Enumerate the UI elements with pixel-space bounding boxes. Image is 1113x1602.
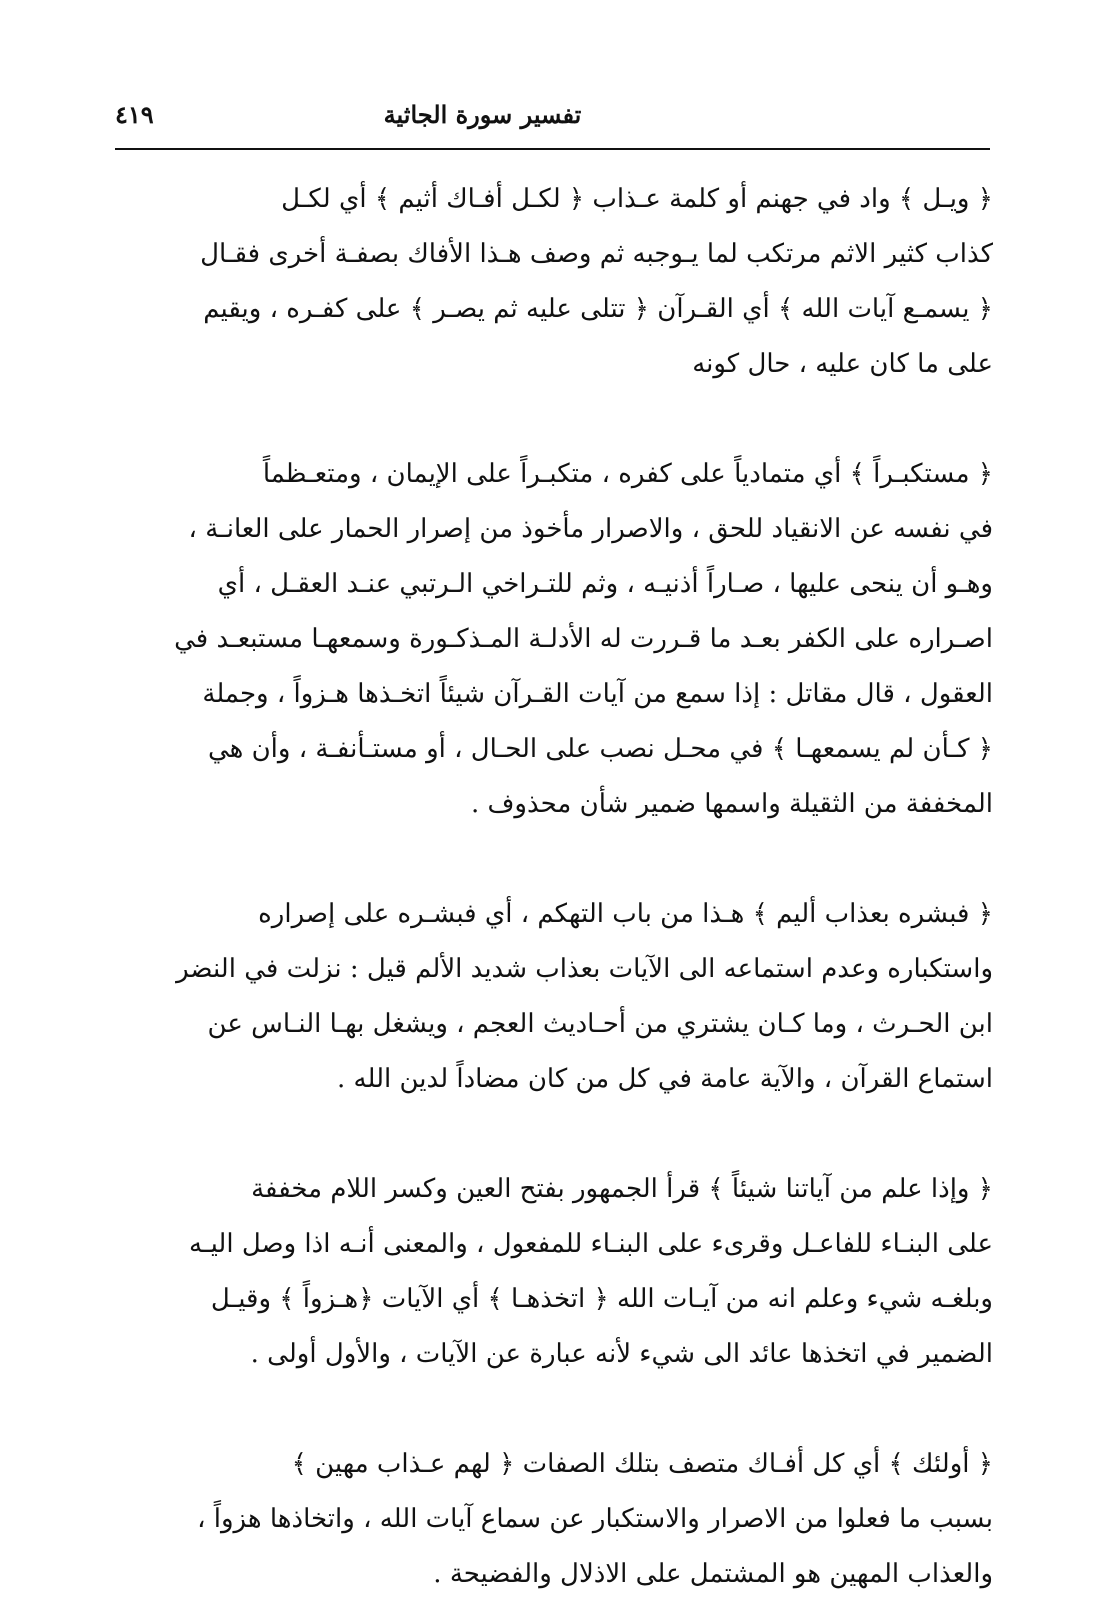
text-line: ابن الحـرث ، وما كـان يشتري من أحـاديث العجم ، ويشغل بهـا النـاس عن (207, 1009, 993, 1039)
paragraph-3 (115, 887, 993, 1107)
text-line: في نفسه عن الانقياد للحق ، والاصرار مأخوذ من إصرار الحمار على العانـة ، (188, 514, 993, 544)
paragraph-2 (115, 447, 993, 832)
text-line: كذاب كثير الاثم مرتكب لما يـوجبه ثم وصف هـذا الأفاك بصفـة أخرى فقـال (200, 239, 993, 269)
text-line: استماع القرآن ، والآية عامة في كل من كان مضاداً لدين الله . (337, 1064, 993, 1094)
text-line: ﴿ مستكبـراً ﴾ أي متمادياً على كفره ، متكبـراً على الإيمان ، ومتعـظماً (262, 459, 993, 489)
text-line: ﴿ وإذا علم من آياتنا شيئاً ﴾ قرأ الجمهور بفتح العين وكسر اللام مخففة (251, 1174, 993, 1204)
text-line: اصـراره على الكفر بعـد ما قـررت له الأدلـة المـذكـورة وسمعهـا مستبعـد في (174, 624, 993, 654)
text-line: ﴿ أولئك ﴾ أي كل أفـاك متصف بتلك الصفات ﴿ لهم عـذاب مهين ﴾ (291, 1449, 993, 1479)
text-line: وهـو أن ينحى عليها ، صـاراً أذنيـه ، وثم للتـراخي الـرتبي عنـد العقـل ، أي (217, 569, 993, 599)
page-header (115, 88, 990, 148)
header-rule (115, 148, 990, 150)
text-line: المخففة من الثقيلة واسمها ضمير شأن محذوف . (470, 789, 993, 819)
text-line: بسبب ما فعلوا من الاصرار والاستكبار عن سماع آيات الله ، واتخاذها هزواً ، (197, 1504, 993, 1534)
paragraph-5 (115, 1437, 993, 1602)
text-line: الضمير في اتخذها عائد الى شيء لأنه عبارة عن الآيات ، والأول أولى . (250, 1339, 993, 1369)
text-line: العقول ، قال مقاتل : إذا سمع من آيات القـرآن شيئاً اتخـذها هـزواً ، وجملة (202, 679, 993, 709)
text-line: واستكباره وعدم استماعه الى الآيات بعذاب شديد الألم قيل : نزلت في النضر (176, 954, 993, 984)
page-body (115, 172, 993, 1602)
text-line: ﴿ فبشره بعذاب أليم ﴾ هـذا من باب التهكم ، أي فبشـره على إصراره (258, 899, 993, 929)
text-line: ﴿ ويـل ﴾ واد في جهنم أو كلمة عـذاب ﴿ لكـل أفـاك أثيم ﴾ أي لكـل (281, 184, 993, 214)
page-number: ٤١٩ (115, 100, 154, 129)
text-line: على ما كان عليه ، حال كونه (692, 349, 993, 379)
text-line: وبلغـه شيء وعلم انه من آيـات الله ﴿ اتخذهـا ﴾ أي الآيات ﴿هـزواً ﴾ وقيـل (210, 1284, 993, 1314)
text-line: ﴿ يسمـع آيات الله ﴾ أي القـرآن ﴿ تتلى عليه ثم يصـر ﴾ على كفـره ، ويقيم (203, 294, 993, 324)
text-line: والعذاب المهين هو المشتمل على الاذلال والفضيحة . (433, 1559, 993, 1589)
text-line: على البنـاء للفاعـل وقرىء على البنـاء للمفعول ، والمعنى أنـه اذا وصل اليـه (189, 1229, 993, 1259)
paragraph-1 (115, 172, 993, 392)
text-line: ﴿ كـأن لم يسمعهـا ﴾ في محـل نصب على الحـال ، أو مستـأنفـة ، وأن هي (207, 734, 993, 764)
paragraph-4 (115, 1162, 993, 1382)
running-title: تفسير سورة الجاثية (383, 100, 582, 129)
